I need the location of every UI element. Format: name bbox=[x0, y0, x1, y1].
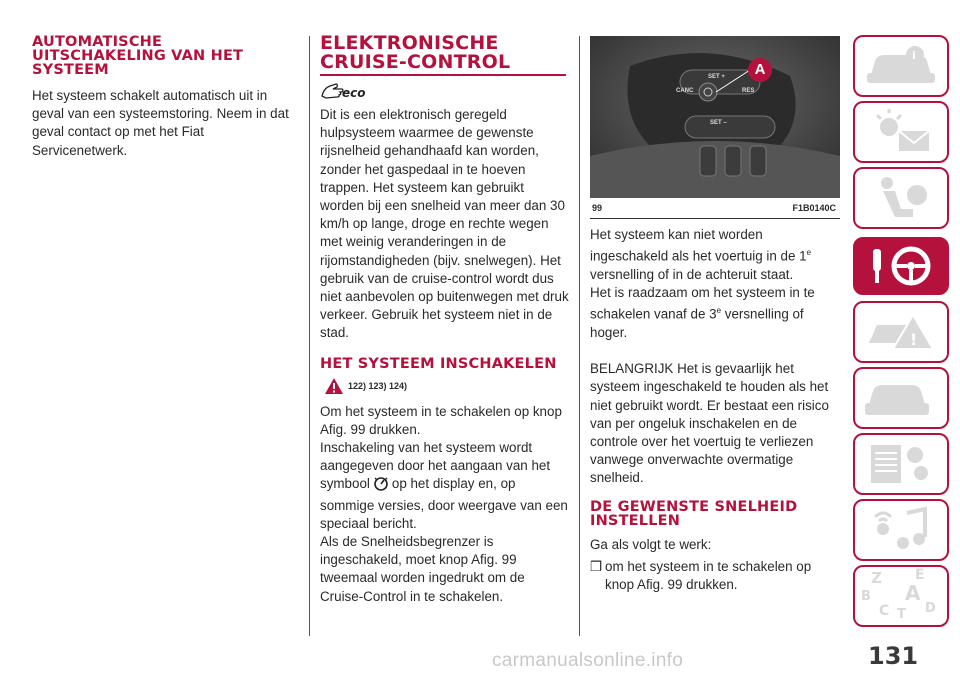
car-service-icon bbox=[855, 369, 947, 427]
text-p2b: versnelling of hoger. bbox=[590, 306, 804, 340]
paragraph-versnelling-1 bbox=[590, 226, 840, 284]
paragraph-automatische-uitschakeling: Het systeem schakelt automatisch uit in geval van een systeemstoring. Neem in dat geval contact op met het Fiat Servicenetwerk. bbox=[32, 88, 289, 158]
figure-code: F1B0140C bbox=[792, 203, 836, 213]
spec-sheet-gears-icon bbox=[855, 435, 947, 493]
steering-wheel-key-icon bbox=[855, 239, 947, 293]
column-divider-1 bbox=[309, 36, 310, 636]
letter-b: B bbox=[861, 589, 871, 604]
figure-number: 99 bbox=[592, 203, 603, 213]
btn-res-label: RES bbox=[742, 88, 755, 94]
paragraph-versnelling-2 bbox=[590, 284, 840, 342]
heading-automatische-uitschakeling: AUTOMATISCHE UITSCHAKELING VAN HET SYSTEEM bbox=[32, 34, 244, 78]
tab-driving[interactable] bbox=[853, 237, 949, 295]
tab-emergency[interactable] bbox=[853, 301, 949, 363]
column-divider-2 bbox=[579, 36, 580, 636]
heading-snelheid-instellen: DE GEWENSTE SNELHEID INSTELLEN bbox=[590, 498, 798, 529]
paragraph-inschakelen-1: Om het systeem in te schakelen op knop Afig. 99 drukken. bbox=[320, 403, 562, 437]
page-number: 131 bbox=[868, 642, 919, 670]
music-signal-icon bbox=[855, 501, 947, 559]
index-letters-icon bbox=[855, 567, 947, 625]
btn-canc-label: CANC bbox=[676, 88, 694, 94]
tab-vehicle[interactable] bbox=[853, 35, 949, 97]
sup-p1: e bbox=[806, 248, 812, 258]
bullet-mark: ❒ bbox=[590, 558, 603, 574]
heading-cruise-control: ELEKTRONISCHE CRUISE-CONTROL bbox=[320, 34, 566, 76]
paragraph-inschakelen-3: Als de Snelheidsbegrenzer is ingeschakeld, moet knop Afig. 99 tweemaal worden ingedrukt om de Cruise-Control in te schakelen. bbox=[320, 534, 525, 604]
paragraph-werkwijze: Ga als volgt te werk: bbox=[590, 536, 712, 552]
letter-c: C bbox=[879, 603, 890, 619]
column-2 bbox=[320, 0, 570, 606]
watermark: carmanualsonline.info bbox=[492, 650, 684, 671]
letter-z: Z bbox=[871, 569, 882, 587]
text-p1b: versnelling of in de achteruit staat. bbox=[590, 266, 794, 282]
tab-technical-data[interactable] bbox=[853, 433, 949, 495]
callout-a: A bbox=[748, 58, 772, 82]
figure-caption bbox=[590, 198, 840, 219]
column-3 bbox=[590, 226, 840, 594]
btn-set-plus-label: SET + bbox=[708, 74, 725, 80]
symbol-text-before: Inschakeling van het systeem wordt aangegeven door het aangaan van het symbool bbox=[320, 440, 551, 492]
paragraph-inschakelen-2 bbox=[320, 439, 570, 533]
letter-a: A bbox=[905, 581, 921, 605]
paragraph-belangrijk: BELANGRIJK Het is gevaarlijk het systeem ingeschakeld te houden als het niet gebruikt wordt. Er bestaat een risico van per ongeluk inschakelen en de controle over het voertuig te verliezen vanwege onverwachte overmatige snelheid. bbox=[590, 361, 829, 486]
bullet-text: om het systeem in te schakelen op knop Afig. 99 drukken. bbox=[605, 558, 812, 592]
text-p2a: Het is raadzaam om het systeem in te schakelen vanaf de 3 bbox=[590, 285, 815, 322]
paragraph-cruise-control-intro: Dit is een elektronisch geregeld hulpsysteem waarmee de gewenste rijsnelheid gehandhaafd kan worden, zonder het gaspedaal in te hoeven trappen. Het systeem kan gebruikt worden bij een snelheid van meer dan 30 km/h op lange, droge en rechte wegen met weinig veranderingen in de rijomstandigheden (bijv. snelwegen). Het gebruik van de cruise-control wordt dus niet aanbevolen op buitenwegen met druk verkeer. Gebruik het systeem niet in de stad. bbox=[320, 107, 569, 341]
tab-lights[interactable] bbox=[853, 101, 949, 163]
svg-text:!: ! bbox=[910, 330, 918, 349]
bullet-item bbox=[590, 558, 840, 594]
tab-safety[interactable] bbox=[853, 167, 949, 229]
svg-text:eco: eco bbox=[342, 86, 366, 100]
eco-hand-icon bbox=[320, 80, 570, 102]
heading-systeem-inschakelen: HET SYSTEEM INSCHAKELEN bbox=[320, 355, 557, 372]
warning-refs-text: 122) 123) 124) bbox=[348, 380, 408, 391]
svg-text:i: i bbox=[912, 49, 916, 62]
text-p1a: Het systeem kan niet worden ingeschakeld als het voertuig in de 1 bbox=[590, 227, 807, 264]
column-1 bbox=[32, 0, 300, 160]
seat-airbag-icon bbox=[855, 169, 947, 227]
steering-wheel-photo bbox=[590, 36, 840, 198]
tab-multimedia[interactable] bbox=[853, 499, 949, 561]
tab-index[interactable] bbox=[853, 565, 949, 627]
warning-triangle-icon bbox=[324, 377, 344, 395]
car-icon bbox=[855, 37, 947, 95]
warning-light-envelope-icon bbox=[855, 103, 947, 161]
letter-t: T bbox=[897, 607, 906, 622]
sup-p2: e bbox=[716, 306, 722, 316]
tab-maintenance[interactable] bbox=[853, 367, 949, 429]
symbol-text-after: op het display en, op sommige versies, door weergave van een speciaal bericht. bbox=[320, 476, 568, 531]
warning-reference bbox=[324, 377, 570, 395]
breakdown-triangle-icon bbox=[855, 303, 947, 361]
letter-d: D bbox=[925, 601, 936, 616]
speedometer-icon bbox=[372, 475, 390, 496]
letter-e: E bbox=[915, 567, 925, 583]
btn-set-minus-label: SET – bbox=[710, 120, 727, 126]
